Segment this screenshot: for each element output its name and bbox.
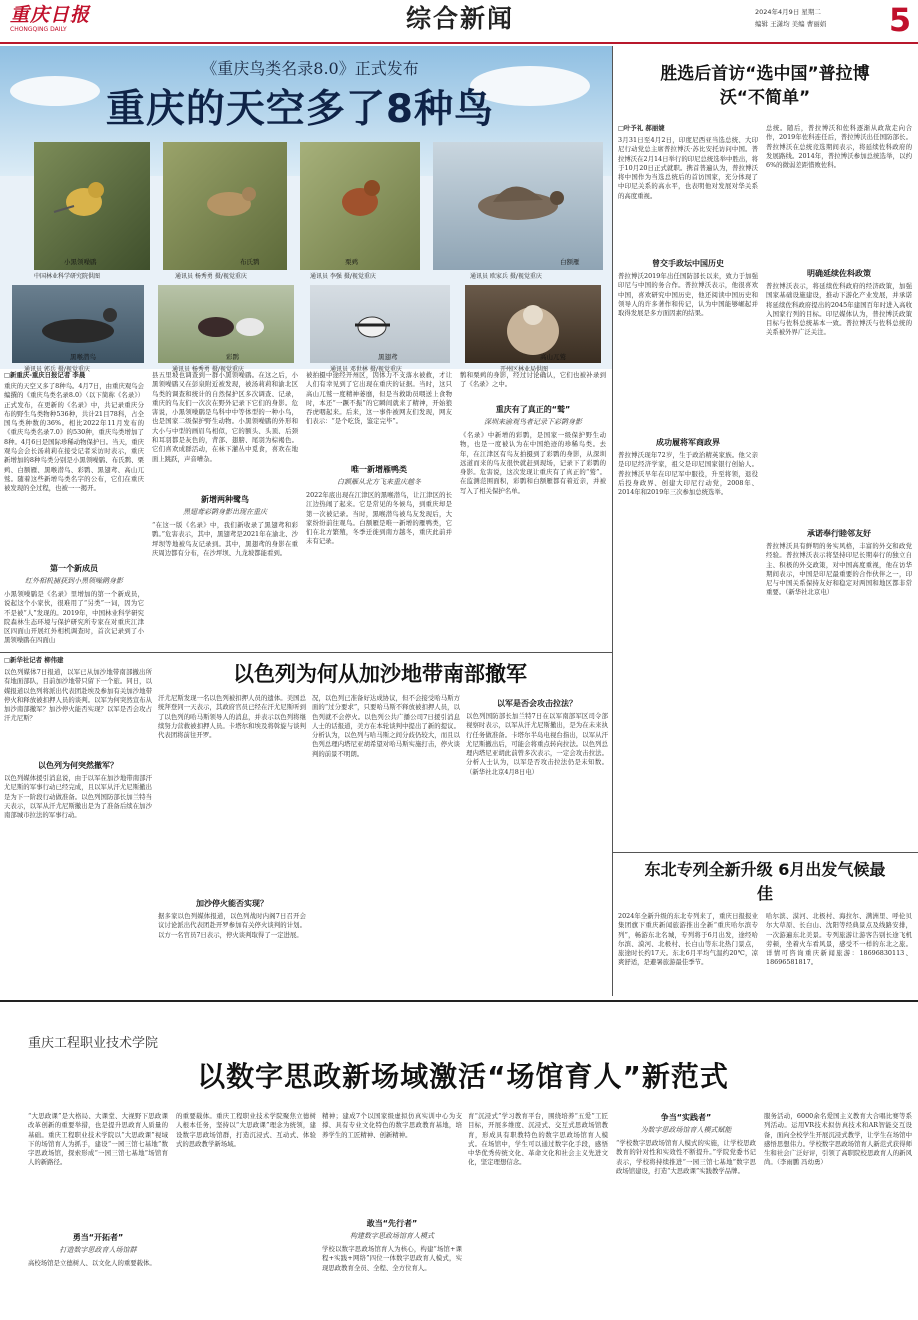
edu-subhead: 勇当“开拓者” bbox=[72, 1233, 124, 1242]
edu-subhead-2: 为数字思政场馆育人模式赋能 bbox=[640, 1126, 732, 1134]
bird-subhead-2: 深圳来渝观鸟者记录下彩鹮身影 bbox=[484, 418, 582, 426]
bird-photo bbox=[12, 285, 144, 363]
prabowo-column-2: 总统。随后，普拉博沃和佐科逐渐从政敌走向合作，2019年佐科连任后，普拉博沃出任国防部长。普拉博沃在总统竞选期间表示，将延续佐科政府的发展路线。2014年，普拉博沃参加总统选举，以约6%的微弱差距惜败佐科。 bbox=[766, 124, 912, 170]
gaza-column-1b: 以色列媒体援引消息说，由于以军在加沙地带南部汗尤尼斯的军事行动已经完成，且以军从汗尤尼斯撤出是为下一阶段行动做准备。以色列国防部长加兰特当天表示，以军从汗尤尼斯撤出是为了准备后续在加沙南部城市拉法的军事行动。 bbox=[4, 774, 152, 820]
bird-photo-credit: 通讯员 杨秀勇 摄/视觉重庆 bbox=[172, 366, 244, 373]
dateline: 2024年4月9日 星期二 bbox=[755, 8, 821, 16]
edu-column-1: “大思政课”是大格局、大课堂、大视野下思政课改革创新的重要举措，也是提升思政育人质量的基础。重庆工程职业技术学院以“大思政课”视域下的场馆育人为抓手，建设“一园三馆七基地”数字思政场馆，探索形成“一园三馆七基地”场馆育人的新路径。 bbox=[28, 1112, 168, 1167]
bird-icon bbox=[163, 142, 287, 270]
edu-column-3b: 学校以数字思政场馆育人为核心，构建“场馆+课程+实践+网络”四位一体数字思政育人模式，实现思政教育全员、全程、全方位育人。 bbox=[322, 1245, 462, 1272]
edu-column-6: 服务活动，6000余名爱国主义教育大合唱比赛等系列活动。运用VR技术拟仿真技术和AR智能交互设备，面向全校学生开展沉浸式教学，让学生在场馆中感悟思想伟力。学校数字思政场馆育人新范式获得师生和社会广泛好评，引领了高职院校思政育人的新风尚。（李雨鹏 冯幼勇） bbox=[764, 1112, 912, 1167]
gaza-column-1: 以色列媒体7日报道，以军已从加沙地带南部撤出所有地面部队，目前加沙地带只留下一个旅。同日，以媒报道以色列将派出代表团赴埃及参加有关加沙地带停火和释放被扣押人员的谈判。以军为何突然宣布从加沙南部撤军？加沙停火能否实现？以军是否会攻占汗尤尼斯？ bbox=[4, 668, 152, 723]
bird-icon bbox=[465, 285, 601, 363]
bird-subhead: 第一个新成员 bbox=[50, 564, 98, 573]
bird-subhead: 重庆有了真正的“鹫” bbox=[495, 405, 571, 414]
prabowo-column-1c: 普拉博沃现年72岁，生于政治精英家族。他父亲是印尼经济学家，祖父是印尼国家银行创始人。普拉博沃早年在印尼军中服役，升至将领，退役后投身政界、创建大印尼行动党，2008年、2014年和2019年三次参加总统选举。 bbox=[618, 451, 758, 497]
edu-column-1b: 高校场馆是立德树人、以文化人的重要载体。 bbox=[28, 1259, 156, 1267]
bird-photo-label: 栗鹀 bbox=[345, 258, 358, 266]
bird-photo-credit: 中国林业科学研究院供图 bbox=[34, 273, 101, 280]
divider bbox=[612, 852, 918, 853]
train-column-2: 哈尔滨、漠河、北极村、海拉尔、满洲里、呼伦贝尔大草原、长白山、沈阳等经典景点及线路安排，一次游遍东北美景。专列旅游让游客告别长途飞机劳顿，坐着火车看风景，感受不一样的东北之旅。详情可咨询重庆新闻旅游：18696830113、18696581817。 bbox=[766, 912, 912, 967]
bird-photo-credit: 通讯员 杨秀勇 摄/视觉重庆 bbox=[175, 273, 247, 280]
prabowo-subhead: 曾交手政坛中国历史 bbox=[652, 259, 724, 268]
bird-photo bbox=[465, 285, 601, 363]
gaza-column-3: 况，以色列已准备好达成协议，但不会接受哈马斯方面的“过分要求”，只要哈马斯不释放被扣押人员，以色列就不会停火。以色列公共广播公司7日援引消息人士的话报道，美方在本轮谈判中提出了新的提议。分析认为，以色列与哈马斯之间分歧仍较大，而且以色列总理内塔尼亚胡希望对哈马斯实施打击，停火谈判的前景不明朗。 bbox=[312, 694, 460, 758]
education-headline: 以数字思政新场域激活“场馆育人”新范式 bbox=[197, 1060, 729, 1093]
bird-icon bbox=[300, 142, 420, 270]
bird-column-4b: 《名录》中新增的彩鹮，是国家一级保护野生动物，也是一度被认为在中国绝迹的珍稀鸟类。去年，在江津区有鸟友拍摄到了彩鹮的身影，从深圳远道而来的鸟友很快就赶到现场，记录下了彩鹮的身影。危害说，这次发现让重庆有了真正的“鹫”。在监测范围面积，彩鹮和白额雁都有着近亲，并被写入了相关保护名单。 bbox=[460, 431, 606, 495]
gaza-byline: □新华社记者 柳伟建 bbox=[4, 656, 64, 664]
bird-column-2: 县五里坡也调查到一群小黑领噪鹛。在这之后，小黑领噪鹛又在彭泉附近被发现，被汤莉莉和渝北区鸟类的调查和统计的自然保护区多次调查、记录，重庆的鸟友们一次次在野外记录下它们的身影。危害说，小黑领噪鹛是鸟科中中等体型的一种小鸟，也是国家二级保护野生动物。小黑领噪鹛的外形和大小与中型的画眉鸟相似，它的额头、头顶、后颈和耳羽都是灰色的，背部、翅膀、尾羽为棕褐色。它们喜欢成群活动，在林下灌丛中觅食，喜欢在地面上跳跃，声音嘈杂。 bbox=[152, 371, 298, 463]
bird-icon bbox=[12, 285, 144, 363]
bird-subhead: 唯一新增雁鸭类 bbox=[351, 465, 407, 474]
bird-photo bbox=[158, 285, 294, 363]
bird-photo-label: 高山兀鹫 bbox=[540, 353, 566, 361]
edu-subhead-2: 构建数字思政场馆育人模式 bbox=[350, 1232, 434, 1240]
prabowo-subhead: 成功履将军商政界 bbox=[656, 438, 720, 447]
bird-kicker: 《重庆鸟类名录8.0》正式发布 bbox=[201, 59, 419, 78]
prabowo-column-1: 3月31日至4月2日，印度尼西亚当选总统、大印尼行动党总主席普拉博沃·苏比安托访问中国。普拉博沃在2月14日举行的印尼总统选举中胜出，将于10月20日正式就职。携首普遍认为，普拉博沃将中国作为当选总统后的首访国家，充分体现了中印尼关系的高水平，也表明他对发展对华关系的高度重视。 bbox=[618, 136, 758, 200]
train-column-1: 2024年全新升级的东北专列来了，重庆日报报业集团旗下重庆新闻旅游推出全新“重庆哈尔滨专列”，畅游东北名城，专列将于6月出发，途经哈尔滨、漠河、北极村、长白山等东北热门景点，旅途时长约17天。东北6月平均气温约20℃，凉爽舒适，是避暑旅游最佳季节。 bbox=[618, 912, 758, 967]
school-name: 重庆工程职业技术学院 bbox=[28, 1036, 159, 1051]
bird-icon bbox=[158, 285, 294, 363]
divider bbox=[612, 46, 613, 996]
gaza-subhead: 加沙停火能否实现？ bbox=[196, 899, 268, 908]
gaza-headline: 以色列为何从加沙地带南部撤军 bbox=[233, 662, 527, 686]
edu-subhead: 争当“实践者” bbox=[660, 1113, 712, 1122]
bird-photo-credit: 通讯员 郭兵 摄/视觉重庆 bbox=[24, 366, 90, 373]
page-number: 5 bbox=[888, 1, 912, 39]
bird-photo-credit: 开州区林业局供图 bbox=[500, 366, 549, 373]
bird-photo-label: 黑喉潜鸟 bbox=[70, 353, 96, 361]
edu-column-2: 的重要载体。重庆工程职业技术学院聚焦立德树人根本任务，坚持以“大思政课”理念为统领，建设数字思政场馆群，打造沉浸式、互动式、体验式的思政教学新场域。 bbox=[176, 1112, 316, 1148]
bird-column-1: 重庆的天空又多了8种鸟。4月7日，由重庆观鸟会编撰的《重庆鸟类名录8.0》（以下简称《名录》）正式发布，在更新的《名录》中，共记录重庆分布的野生鸟类物种536种，共计21目78科，占全国鸟类种数的36%。相比2022年11月发布的《重庆鸟类名录7.0》的530种，重庆鸟类增加了8种。4月6日是国际珍稀动物保护日。当天，重庆观鸟会会长汤莉莉在接受记者采访时表示，重庆新增加的8种鸟类分别是小黑领噪鹛、布氏鹨、栗鹀、白额雁、黑喉潜鸟、彩鹮、黑翅鸢、高山兀鹫。随着这些新增鸟类名字的公布，它们在重庆被发现的全过程，也被一一揭开。 bbox=[4, 382, 144, 493]
newspaper-logo: 重庆日报 bbox=[10, 4, 91, 26]
bird-column-4: 鹡和栗鹀的身影，经过讨论确认，它们也被补录到了《名录》之中。 bbox=[460, 371, 606, 389]
edu-subhead: 敢当“先行者” bbox=[366, 1219, 418, 1228]
bird-photo bbox=[300, 142, 420, 270]
edu-column-3: 精神；建成7个以国家级虚拟仿真实训中心为支撑、具有专业文化特色的数字思政教育基地，培养学生的工匠精神、创新精神。 bbox=[322, 1112, 462, 1139]
bird-photo-label: 布氏鹨 bbox=[240, 258, 260, 266]
bird-icon bbox=[34, 142, 150, 270]
gaza-subhead: 以军是否会攻击拉法？ bbox=[497, 699, 577, 708]
bird-subhead-2: 黑翅鸢彩鹮身影出现在重庆 bbox=[183, 508, 267, 516]
prabowo-headline: 胜选后首访“选中国”普拉博沃“不简单” bbox=[660, 64, 870, 108]
divider bbox=[0, 652, 612, 653]
prabowo-byline: □叶予礼 郝丽婕 bbox=[618, 124, 665, 132]
section-title: 综合新闻 bbox=[405, 4, 514, 33]
bird-photo-label: 黑翅鸢 bbox=[378, 353, 398, 361]
gaza-column-2b: 据多家以色列媒体报道，以色列战时内阁7日召开会议讨论派出代表团赴开罗参加有关停火谈判的计划。以方一名官员7日表示，停火谈判取得了一定进展。 bbox=[158, 912, 306, 939]
bird-subhead-2: 白额雁从北方飞来重庆越冬 bbox=[337, 478, 421, 486]
bird-column-2b: “在这一版《名录》中，我们新收录了黑翅鸢和彩鹮。”危害表示，其中，黑翅鸢是2021年在渝北、沙坪坝等地被鸟友记录到。其中，黑翅鸢的身影在重庆周边都有分布，在沙坪坝、九龙坡都能看到。 bbox=[152, 521, 298, 557]
bird-photo bbox=[34, 142, 150, 270]
prabowo-subhead: 明确延续佐科政策 bbox=[807, 269, 871, 278]
bird-photo-label: 小黑领噪鹛 bbox=[64, 258, 97, 266]
prabowo-column-2c: 普拉博沃具有鲜明的务实风格，丰富的外交和政党经验。普拉博沃表示将坚持印尼长期奉行的独立自主、积极的外交政策，对中国高度重视，他在访华期间表示，中国是印尼最重要的合作伙伴之一，印尼与中国关系保持友好和稳定对两国和地区都非常重要。（新华社北京电） bbox=[766, 542, 912, 597]
bird-photo bbox=[310, 285, 450, 363]
editors-line: 编辑 王潇均 美编 曹丽娟 bbox=[755, 20, 827, 28]
bird-headline: 重庆的天空多了8种鸟 bbox=[105, 87, 495, 132]
edu-column-5: “学校数字思政场馆育人模式的实施，让学校思政教育的针对性和实效性不断提升。”学院党委书记表示，学校将持续推进“一园三馆七基地”数字思政场馆建设，打造“大思政课”实践教学品牌。 bbox=[616, 1139, 756, 1175]
bird-photo bbox=[163, 142, 287, 270]
bird-icon bbox=[433, 142, 603, 270]
bird-icon bbox=[310, 285, 450, 363]
bird-column-3: 被拍摄中途经开州区，因体力不支落水被救，才让人们有幸见到了它出现在重庆的证据。当时，这只高山兀鹫一度精神萎靡，但是当救助员喂送上食物时，本还“一蹶不振”的它瞬间就来了精神，开始狼吞虎咽起来。后来，这一事件被网友们发现，网友们表示：“是个吃货，鉴定完毕”。 bbox=[306, 371, 452, 426]
bird-photo-label: 白额雁 bbox=[560, 258, 580, 266]
bird-subhead-2: 红外相机捕获到小黑领噪鹛身影 bbox=[25, 577, 123, 585]
bird-photo bbox=[433, 142, 603, 270]
bird-photo-credit: 通讯员 邓世林 摄/视觉重庆 bbox=[330, 366, 402, 373]
gaza-column-4: 以色列国防部长加兰特7日在以军南部军区司令部视察时表示，以军从汗尤尼斯撤出，是为在未来执行任务做准备。卡塔尔半岛电视台指出，以军从汗尤尼斯撤出后，可能会将重点转向拉法。以色列总理内塔尼亚胡此前曾多次表示，一定会攻击拉法。分析人士认为，以军是否攻击拉法仍是未知数。（新华社北京4月8日电） bbox=[466, 712, 608, 776]
edu-column-4: 育“沉浸式”学习教育平台，围绕培养“五爱”工匠目标，开展多维度、沉浸式、交互式思政场馆教育，形成具有职教特色的数字思政场馆育人模式。在场馆中，学生可以通过数字化手段，感悟中华优秀传统文化、革命文化和社会主义先进文化，坚定理想信念。 bbox=[468, 1112, 608, 1167]
newspaper-logo-sub: CHONGQING DAILY bbox=[10, 26, 67, 33]
bird-column-3b: 2022年底出现在江津区的黑喉潜鸟，让江津区的长江边热闹了起来。它是常见的冬候鸟，到重庆却是第一次被记录。当时，黑喉潜鸟被鸟友发现后，大家纷纷前往观鸟。白额雁是唯一新增的雁鸭类，它们在北方繁殖，冬季迁徙到南方越冬，重庆此前并未有记录。 bbox=[306, 491, 452, 546]
train-headline: 东北专列全新升级 6月出发气候最佳 bbox=[644, 860, 886, 903]
gaza-subhead: 以色列为何突然撤军？ bbox=[38, 761, 118, 770]
bird-subhead: 新增两种鹭鸟 bbox=[201, 495, 249, 504]
prabowo-column-2b: 普拉博沃表示，将延续佐科政府的经济政策，加强国家基础设施建设，推动下游化产业发展，并承诺将延续佐科政府提出的2045年建国百年时进入高收入国家行列的目标。印尼媒体认为，普拉博沃政策目标与佐科总统基本一致。普拉博沃与佐科总统的关系被外界广泛关注。 bbox=[766, 282, 912, 337]
edu-subhead-2: 打造数字思政育人场馆群 bbox=[59, 1246, 137, 1254]
bird-column-1b: 小黑领噪鹛是《名录》里增加的第一个新成员，说起这个小家伙，很难用了“另类”一词，因为它不是被“人”发现的。2019年，中国林业科学研究院森林生态环境与保护研究所专家在对重庆江津区四面山开展红外相机调查时，首次记录到了小黑领噪鹛在四面山 bbox=[4, 590, 144, 645]
bird-photo-credit: 通讯员 李强 摄/视觉重庆 bbox=[310, 273, 376, 280]
prabowo-subhead: 承诺奉行睦邻友好 bbox=[807, 529, 871, 538]
prabowo-column-1b: 普拉博沃2019年出任国防部长以来，致力于加强印尼与中国的务合作。普拉博沃表示，他很喜欢中国，喜欢研究中国历史，他还阅读中国历史和领导人的许多著作和传记，认为中国能够崛起并取得发展是多方面因素的结果。 bbox=[618, 272, 758, 318]
gaza-column-2: 汗尤尼斯发现一名以色列被扣押人员的遗体。美国总统拜登同一天表示，其政府官员已经在汗尤尼斯听到了以色列的哈马斯领导人的消息，并表示以色列将继续努力营救被扣押人员。卡塔尔和埃及将斡旋与谈判代表团将前往开罗。 bbox=[158, 694, 306, 740]
bird-photo-label: 彩鹮 bbox=[226, 353, 239, 361]
bird-byline: □新重庆-重庆日报记者 李晨 bbox=[4, 371, 86, 379]
bird-photo-credit: 通讯员 欧家兵 摄/视觉重庆 bbox=[470, 273, 542, 280]
